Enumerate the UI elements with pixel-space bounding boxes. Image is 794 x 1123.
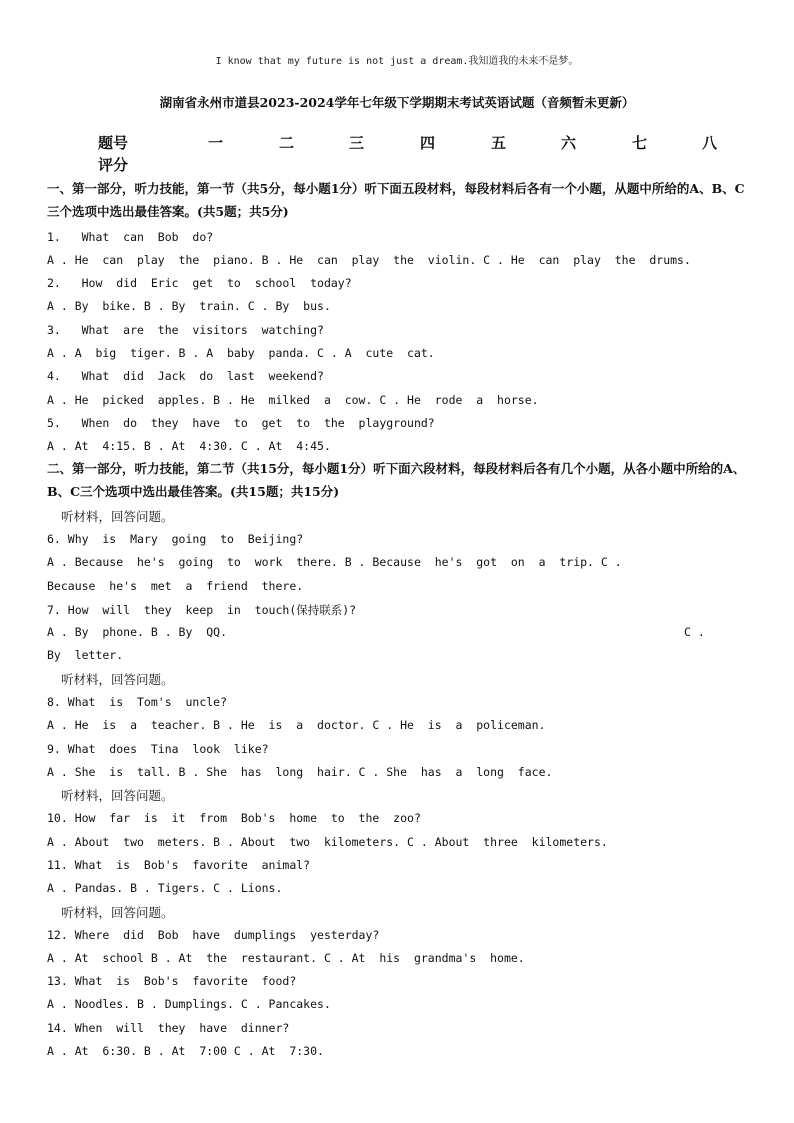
options-11: A . Pandas. B . Tigers. C . Lions. [47,881,283,895]
question-13: 13. What is Bob's favorite food? [47,974,297,988]
score-cell-8: 八 [702,134,718,152]
score-cell-3: 三 [349,134,365,152]
options-3: A . A big tiger. B . A baby panda. C . A cute cat. [47,346,435,360]
options-13: A . Noodles. B . Dumplings. C . Pancakes. [47,997,331,1011]
question-1: 1. What can Bob do? [47,230,214,244]
question-4: 4. What did Jack do last weekend? [47,369,324,383]
options-8: A . He is a teacher. B . He is a doctor. C . He is a policeman. [47,718,546,732]
question-7: 7. How will they keep in touch(保持联系)? [47,603,357,617]
question-3: 3. What are the visitors watching? [47,323,324,337]
options-10: A . About two meters. B . About two kilometers. C . About three kilometers. [47,835,608,849]
question-5: 5. When do they have to get to the playground? [47,416,435,430]
question-10: 10. How far is it from Bob's home to the zoo? [47,811,421,825]
options-7: A . By phone. B . By QQ. [47,625,228,639]
question-2: 2. How did Eric get to school today? [47,276,352,290]
options-6-cont: Because he's met a friend there. [47,579,304,593]
score-cell-label: 题号 [98,134,129,152]
header-motto: I know that my future is not just a dream.我知道我的未来不是梦。 [215,56,579,67]
score-cell-5: 五 [491,134,507,152]
listen-instruction-4: 听材料，回答问题。 [61,905,174,920]
question-6: 6. Why is Mary going to Beijing? [47,532,304,546]
options-6: A . Because he's going to work there. B . Because he's got on a trip. C . [47,555,622,569]
score-cell-6: 六 [561,134,577,152]
score-row-score [98,154,738,176]
score-cell-7: 七 [632,134,648,152]
score-cell-1: 一 [208,134,224,152]
options-4: A . He picked apples. B . He milked a cow. C . He rode a horse. [47,393,539,407]
question-11: 11. What is Bob's favorite animal? [47,858,311,872]
score-row-header [98,132,738,154]
listen-instruction: 听材料，回答问题。 [61,509,174,524]
question-12: 12. Where did Bob have dumplings yesterday? [47,928,380,942]
score-row-label: 评分 [98,156,129,174]
section2-heading: 二、第一部分，听力技能，第二节（共15分，每小题1分）听下面六段材料，每段材料后各有几个小题，从各小题中所给的A、B、C三个选项中选出最佳答案。(共15题；共15分) [47,461,746,499]
options-12: A . At school B . At the restaurant. C . At his grandma's home. [47,951,525,965]
question-14: 14. When will they have dinner? [47,1021,290,1035]
question-8: 8. What is Tom's uncle? [47,695,228,709]
listen-instruction-2: 听材料，回答问题。 [61,672,174,687]
question-9: 9. What does Tina look like? [47,742,269,756]
document-title: 湖南省永州市道县2023-2024学年七年级下学期期末考试英语试题（音频暂未更新） [159,95,635,110]
score-cell-2: 二 [279,134,295,152]
options-14: A . At 6:30. B . At 7:00 C . At 7:30. [47,1044,324,1058]
listen-instruction-3: 听材料，回答问题。 [61,788,174,803]
options-5: A . At 4:15. B . At 4:30. C . At 4:45. [47,439,331,453]
options-7-cont: By letter. [47,648,124,662]
score-cell-4: 四 [420,134,436,152]
section1-heading: 一、第一部分，听力技能，第一节（共5分，每小题1分）听下面五段材料，每段材料后各有一个小题，从题中所给的A、B、C三个选项中选出最佳答案。(共5题；共5分) [47,181,745,219]
options-2: A . By bike. B . By train. C . By bus. [47,299,331,313]
options-7-c: C . [684,625,705,639]
options-1: A . He can play the piano. B . He can play the violin. C . He can play the drums. [47,253,691,267]
score-table [98,132,738,176]
options-9: A . She is tall. B . She has long hair. C . She has a long face. [47,765,553,779]
